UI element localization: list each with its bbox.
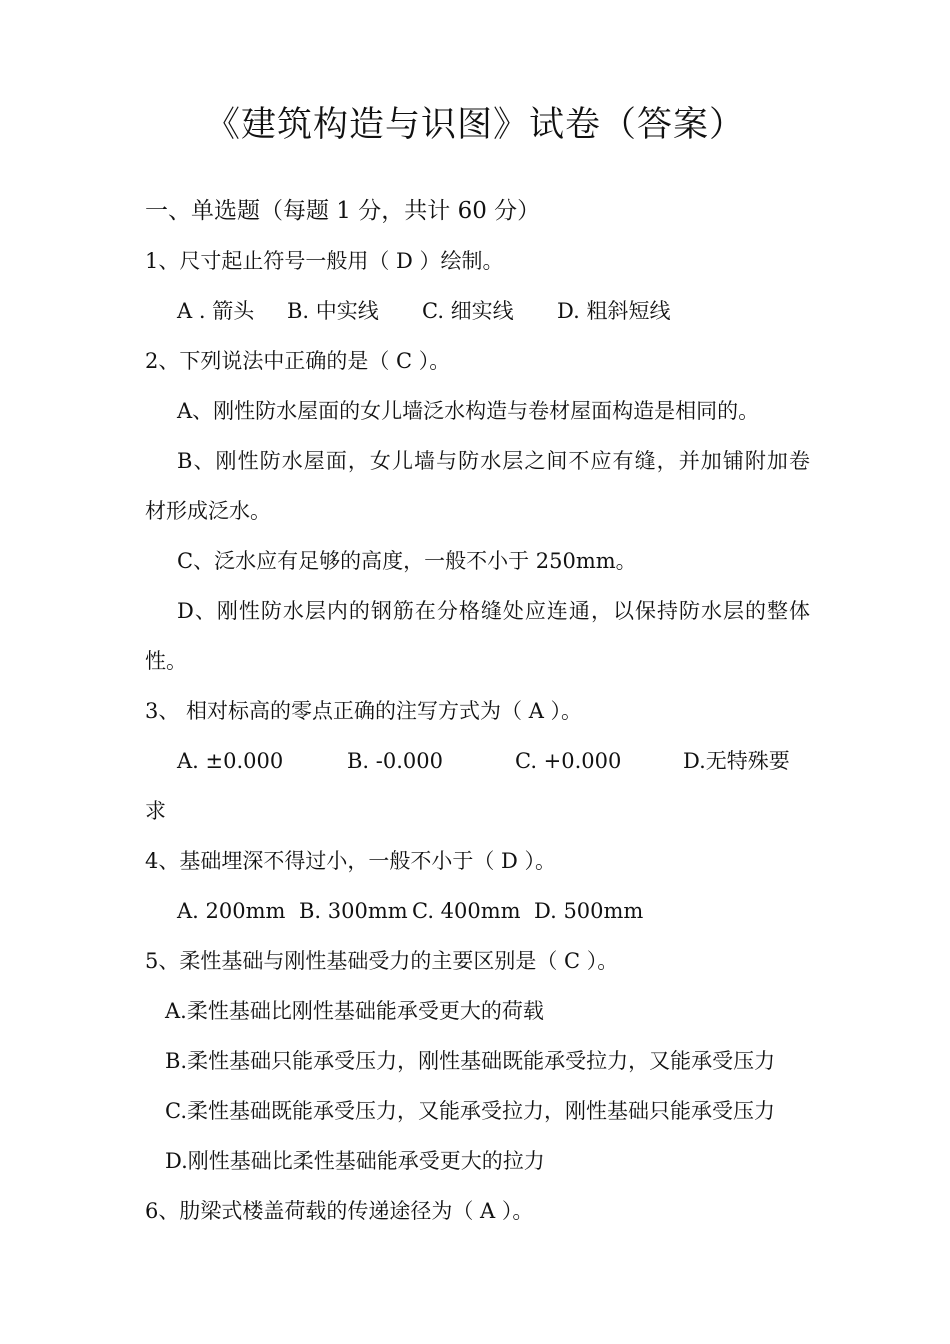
q5-option-b: B.柔性基础只能承受压力，刚性基础既能承受拉力，又能承受压力 bbox=[165, 1049, 776, 1073]
q4-option-d: D. 500mm bbox=[534, 899, 644, 923]
question-3-stem: 3、 相对标高的零点正确的注写方式为（ A ）。 bbox=[145, 699, 583, 723]
q5-option-d: D.刚性基础比柔性基础能承受更大的拉力 bbox=[165, 1149, 545, 1173]
question-4-options bbox=[145, 886, 810, 936]
q3-option-b: B. -0.000 bbox=[347, 749, 443, 773]
question-4-stem: 4、基础埋深不得过小，一般不小于（ D ）。 bbox=[145, 849, 557, 873]
q3-option-a: A. ±0.000 bbox=[177, 749, 284, 773]
q1-option-c: C. 细实线 bbox=[422, 299, 514, 323]
q4-option-c: C. 400mm bbox=[412, 899, 521, 923]
question-2-stem: 2、下列说法中正确的是（ C ）。 bbox=[145, 349, 451, 373]
q3-option-d: D.无特殊要 bbox=[683, 749, 790, 773]
exam-content bbox=[145, 186, 810, 1236]
q2-option-b-continued: 材形成泛水。 bbox=[145, 499, 271, 523]
q1-option-a: A . 箭头 bbox=[177, 299, 255, 323]
q4-option-b: B. 300mm bbox=[299, 899, 408, 923]
question-6-stem: 6、肋梁式楼盖荷载的传递途径为（ A ）。 bbox=[145, 1199, 534, 1223]
q5-option-a: A.柔性基础比刚性基础能承受更大的荷载 bbox=[165, 999, 544, 1023]
q1-option-b: B. 中实线 bbox=[287, 299, 379, 323]
q4-option-a: A. 200mm bbox=[177, 899, 286, 923]
question-1-options bbox=[145, 286, 810, 336]
q3-option-c: C. +0.000 bbox=[515, 749, 622, 773]
q2-option-a: A、刚性防水屋面的女儿墙泛水构造与卷材屋面构造是相同的。 bbox=[177, 399, 760, 423]
q5-option-c: C.柔性基础既能承受压力，又能承受拉力，刚性基础只能承受压力 bbox=[165, 1099, 775, 1123]
question-1-stem: 1、尺寸起止符号一般用（ D ）绘制。 bbox=[145, 249, 504, 273]
q2-option-d-continued: 性。 bbox=[145, 649, 187, 673]
q3-option-d-continued: 求 bbox=[145, 799, 166, 823]
question-5-stem: 5、柔性基础与刚性基础受力的主要区别是（ C ）。 bbox=[145, 949, 619, 973]
q2-option-d: D、刚性防水层内的钢筋在分格缝处应连通，以保持防水层的整体 bbox=[177, 599, 810, 623]
page-title: 《建筑构造与识图》试卷（答案） bbox=[204, 105, 745, 145]
section-heading: 一、单选题（每题 1 分，共计 60 分） bbox=[145, 198, 541, 224]
q1-option-d: D. 粗斜短线 bbox=[557, 299, 671, 323]
q2-option-c: C、泛水应有足够的高度，一般不小于 250mm。 bbox=[177, 549, 637, 573]
question-3-options bbox=[145, 736, 810, 786]
q2-option-b: B、刚性防水屋面，女儿墙与防水层之间不应有缝，并加铺附加卷 bbox=[177, 449, 810, 473]
